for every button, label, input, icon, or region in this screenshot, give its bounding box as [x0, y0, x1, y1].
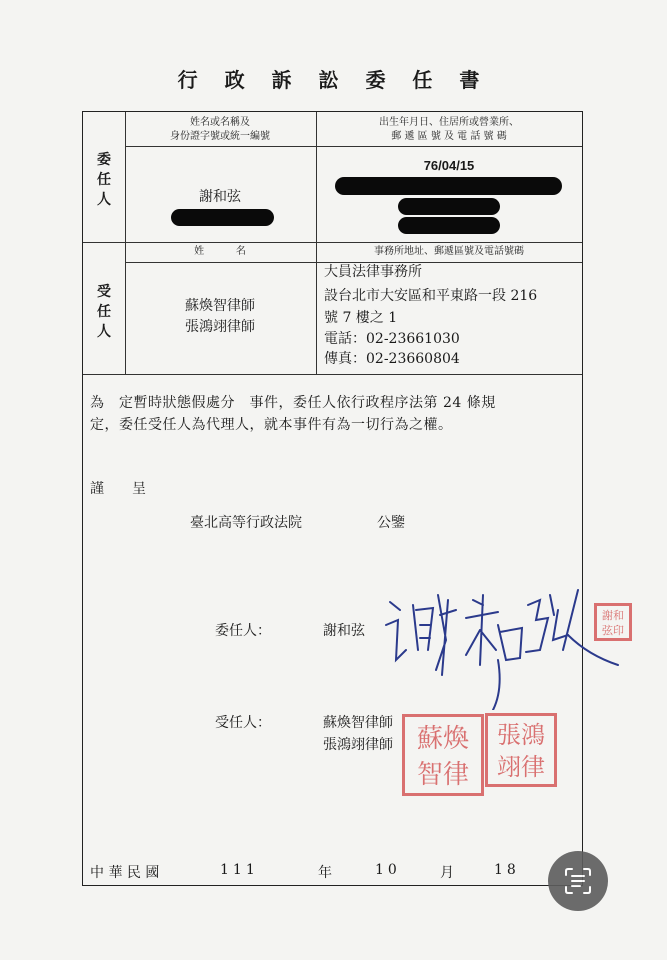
mandator-birth-date: 76/04/15: [423, 158, 475, 173]
mandatary-name-header: 姓 名: [194, 246, 246, 257]
mandatary-names: 蘇煥智律師 張鴻翊律師: [185, 298, 255, 335]
mandator-name: 謝和弦: [199, 189, 241, 205]
date-month: 10: [375, 862, 401, 878]
mandator-seal: 謝和 弦印: [594, 603, 632, 641]
table-bottom-line: [83, 374, 582, 375]
date-day: 18: [494, 862, 520, 878]
date-year: 111: [220, 862, 259, 878]
lawyer-seal-2: 張鴻 翊律: [485, 713, 557, 787]
sign-mandatary-names: 蘇煥智律師 張鴻翊律師: [323, 715, 393, 753]
date-year-label: 年: [318, 865, 332, 881]
mandatary-info-header: 事務所地址、郵遞區號及電話號碼: [374, 246, 524, 257]
mandator-name-header: 姓名或名稱及 身份證字號或統一編號: [170, 117, 270, 142]
sign-mandatary-label: 受任人：: [215, 715, 271, 731]
law-firm-phone: 電話：02-23661030: [324, 331, 460, 347]
mandatary-label: 受 任 人: [97, 284, 111, 340]
redacted-phone: [398, 217, 500, 234]
name-column-divider: [316, 112, 317, 374]
law-firm-address-line2: 號 7 樓之 1: [324, 310, 398, 326]
row-divider: [83, 242, 582, 243]
respectfully-submitted: 謹 呈: [90, 481, 146, 497]
text-scan-button[interactable]: [548, 851, 608, 911]
redacted-postal: [398, 198, 500, 215]
law-firm-fax: 傳真：02-23660804: [324, 351, 460, 367]
handwritten-signature: [378, 580, 628, 710]
authorization-text-line1: 為 定暫時狀態假處分 事件，委任人依行政程序法第 24 條規: [90, 395, 496, 411]
lawyer-seal-1: 蘇煥 智律: [402, 714, 484, 796]
mandator-label: 委 任 人: [97, 152, 111, 208]
redacted-id-number: [171, 209, 274, 226]
sign-mandator-label: 委任人：: [215, 623, 271, 639]
authorization-text-line2: 定，委任受任人為代理人，就本事件有為一切行為之權。: [90, 417, 453, 433]
law-firm-name: 大員法律事務所: [324, 264, 422, 280]
court-honorific: 公鑒: [377, 515, 405, 531]
date-era: 中 華 民 國: [90, 865, 160, 881]
document-title: 行 政 訴 訟 委 任 書: [177, 68, 490, 92]
header-divider-1: [125, 146, 582, 147]
date-month-label: 月: [440, 865, 454, 881]
mandator-info-header: 出生年月日、住居所或營業所、 郵 遞 區 號 及 電 話 號 碼: [379, 117, 519, 142]
court-name: 臺北高等行政法院: [190, 515, 302, 531]
law-firm-address-line1: 設台北市大安區和平東路一段 216: [324, 288, 538, 304]
redacted-address: [335, 177, 562, 195]
sign-mandator-name: 謝和弦: [323, 623, 365, 639]
text-scan-icon: [563, 866, 593, 896]
